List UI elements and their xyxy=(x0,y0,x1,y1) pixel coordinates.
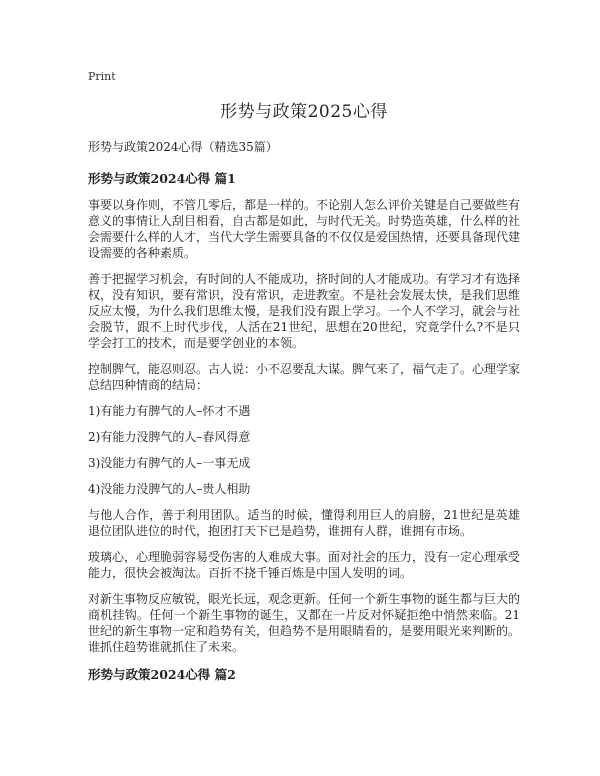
paragraph: 玻璃心，心理脆弱容易受伤害的人难成大事。面对社会的压力，没有一定心理承受能力，很快会被淘汰。百折不挠千锤百炼是中国人发明的词。 xyxy=(88,550,521,580)
paragraph: 对新生事物反应敏锐，眼光长远，观念更新。任何一个新生事物的诞生都与巨大的商机挂钩。任何一个新生事物的诞生，又都在一片反对怀疑拒绝中悄然来临。21世纪的新生事物一定和趋势有关，但趋势不是用眼睛看的，是要用眼光来判断的。谁抓住趋势谁就抓住了未来。 xyxy=(88,592,521,654)
document-subtitle: 形势与政策2024心得（精选35篇） xyxy=(88,140,278,154)
document-title: 形势与政策2025心得 xyxy=(220,102,388,122)
paragraph: 与他人合作，善于利用团队。适当的时候，懂得利用巨人的肩膀，21世纪是英雄退位团队进位的时代，抱团打天下已是趋势，谁拥有人群，谁拥有市场。 xyxy=(88,508,520,538)
paragraph: 控制脾气，能忍则忍。古人说：小不忍要乱大谋。脾气来了，福气走了。心理学家总结四种情商的结局： xyxy=(88,362,521,392)
list-item: 3)没能力有脾气的人–一事无成 xyxy=(88,456,251,470)
paragraph: 事要以身作则，不管几零后，都是一样的。不论别人怎么评价关键是自己要做些有意义的事情让人刮目相看，自古都是如此，与时代无关。时势造英雄，什么样的社会需要什么样的人才，当代大学生需要具备的不仅仅是爱国热情，还要具备现代建设需要的各种素质。 xyxy=(88,198,521,260)
document-page xyxy=(88,60,520,693)
list-item: 1)有能力有脾气的人–怀才不遇 xyxy=(88,404,251,418)
section-heading-2: 形势与政策2024心得 篇2 xyxy=(88,667,236,682)
paragraph: 善于把握学习机会，有时间的人不能成功，挤时间的人才能成功。有学习才有选择权，没有知识，要有常识，没有常识，走进教室。不是社会发展太快，是我们思维反应太慢，为什么我们思维太慢，是我们没有跟上学习。一个人不学习，就会与社会脱节，跟不上时代步伐，人活在21世纪，思想在20世纪，究竟学什么?不是只学会打工的技术，而是要学创业的本领。 xyxy=(88,272,521,350)
list-item: 2)有能力没脾气的人–春风得意 xyxy=(88,430,251,444)
list-item: 4)没能力没脾气的人–贵人相助 xyxy=(88,482,251,496)
section-heading-1: 形势与政策2024心得 篇1 xyxy=(88,171,236,186)
print-label: Print xyxy=(88,70,116,83)
